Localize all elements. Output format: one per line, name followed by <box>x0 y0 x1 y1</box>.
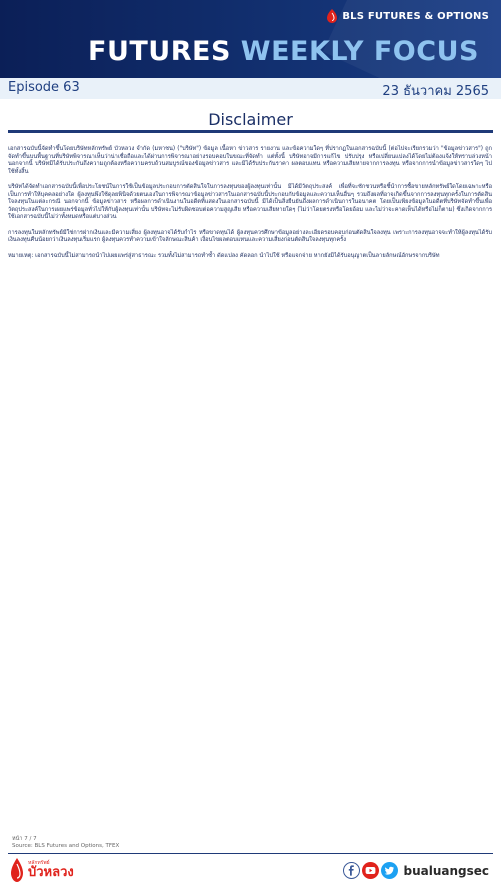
bls-logo-icon <box>326 9 338 23</box>
footnote <box>12 836 119 850</box>
source-note: Source: BLS Futures and Options, TFEX <box>12 843 120 849</box>
bualuang-lotus-icon <box>10 858 24 882</box>
brand-name: BLS FUTURES & OPTIONS <box>342 10 489 22</box>
footer-divider <box>8 853 493 854</box>
logo-name: บัวหลวง <box>28 865 74 880</box>
facebook-icon[interactable] <box>343 862 360 879</box>
title-word-futures: FUTURES <box>88 36 231 67</box>
brand <box>326 9 489 23</box>
disclaimer-paragraph: บริษัทได้จัดทำเอกสารฉบับนี้เพื่อประโยชน์ในการใช้เป็นข้อมูลประกอบการตัดสินใจในการลงทุนของผู้ลงทุนเท่านั้น มิได้มีวัตถุประสงค์ เพื่อที่จะชักชวนหรือชี้นำการซื้อขายหลักทรัพย์ใดโดยเฉพาะหรือเป็นการทำให้บุคคลอย่างใด ผู้ลงทุนพึงใช้ดุลยพินิจด้วยตนเองในการพิจารณาข้อมูลข่าวสารในเอกสารฉบับนี้ประกอบกับข้อมูลและความเห็นอื่นๆ รวมถึงผลที่อาจเกิดขึ้นจากการลงทุนทุกครั้งในการตัดสินใจลงทุนในแต่ละกรณี นอกจากนี้ ข้อมูลข่าวสาร หรือผลการดำเนินงานในอดีตที่แสดงในเอกสารฉบับนี้ มิได้เป็นสิ่งยืนยันถึงผลการดำเนินการในอนาคต โดยเป็นเพียงข้อมูลในอดีตที่บริษัทจัดทำขึ้นเพื่อวัตถุประสงค์ในการเผยแพร่ข้อมูลทั่วไปให้กับผู้ลงทุนเท่านั้น บริษัทจะไม่รับผิดชอบต่อความสูญเสีย หรือความเสียหายใดๆ (ไม่ว่าโดยตรงหรือโดยอ้อม และไม่ว่าจะคาดเห็นได้หรือไม่ก็ตาม) ซึ่งเกิดจากการใช้เอกสารฉบับนี้ไม่ว่าทั้งหมดหรือแต่บางส่วน <box>8 184 492 220</box>
logo-subtitle: หลักทรัพย์ <box>28 860 50 866</box>
title-word-focus: FOCUS <box>373 36 479 67</box>
disclaimer-paragraph: การลงทุนในหลักทรัพย์มีใช่การฝากเงินและมีความเสี่ยง ผู้ลงทุนอาจได้รับกำไร หรือขาดทุนได้ ผู้ลงทุนควรศึกษาข้อมูลอย่างละเอียดรอบคอบก่อนตัดสินใจลงทุน เพราะการลงทุนอาจจะทำให้ผู้ลงทุนได้รับเงินลงทุนคืนน้อยกว่าเงินลงทุนเริ่มแรก ผู้ลงทุนควรทำความเข้าใจลักษณะสินค้า เงื่อนไขผลตอบแทนและความเสี่ยงก่อนตัดสินใจลงทุนทุกครั้ง <box>8 229 492 243</box>
page-title <box>88 36 479 67</box>
youtube-icon[interactable] <box>362 862 379 879</box>
header-banner <box>0 0 501 78</box>
twitter-icon[interactable] <box>381 862 398 879</box>
title-word-weekly: WEEKLY <box>240 36 364 67</box>
disclaimer-body <box>8 146 492 268</box>
social-handle[interactable]: bualuangsec <box>403 863 489 878</box>
issue-date: 23 ธันวาคม 2565 <box>382 84 489 99</box>
section-divider <box>8 130 493 133</box>
disclaimer-paragraph: เอกสารฉบับนี้จัดทำขึ้นโดยบริษัทหลักทรัพย์ บัวหลวง จำกัด (มหาชน) ("บริษัท") ข้อมูล เนื้อหา ข่าวสาร รายงาน และข้อความใดๆ ที่ปรากฏในเอกสารฉบับนี้ (ต่อไปจะเรียกรวมว่า "ข้อมูลข่าวสาร") ถูกจัดทำขึ้นบนพื้นฐานที่บริษัทพิจารณาเห็นว่าน่าเชื่อถือและได้ผ่านการพิจารณาอย่างรอบคอบในขณะที่จัดทำ แต่ทั้งนี้ บริษัทอาจมีการแก้ไข ปรับปรุง หรือเปลี่ยนแปลงได้โดยไม่ต้องแจ้งให้ทราบล่วงหน้า นอกจากนี้ บริษัทมิได้รับประกันถึงความถูกต้องหรือความครบถ้วนสมบูรณ์ของข้อมูลข่าวสาร และมิได้รับประกันราคา ผลตอบแทน หรือความเสียหายจากการลงทุน หรือจากการนำข้อมูลข่าวสารใดๆ ไปใช้ทั้งสิ้น <box>8 146 492 175</box>
bualuang-logo <box>10 858 74 882</box>
section-title: Disclaimer <box>208 110 293 129</box>
social-links <box>343 862 489 879</box>
page-number: หน้า 7 / 7 <box>12 836 37 842</box>
episode-label: Episode 63 <box>8 80 80 95</box>
disclaimer-paragraph: หมายเหตุ: เอกสารฉบับนี้ไม่สามารถนำไปเผยแพร่สู่สาธารณะ รวมทั้งไม่สามารถทำซ้ำ ดัดแปลง คัดลอก นำไปใช้ หรือแจกจ่าย หากยังมิได้รับอนุญาตเป็นลายลักษณ์อักษรจากบริษัท <box>8 252 440 259</box>
